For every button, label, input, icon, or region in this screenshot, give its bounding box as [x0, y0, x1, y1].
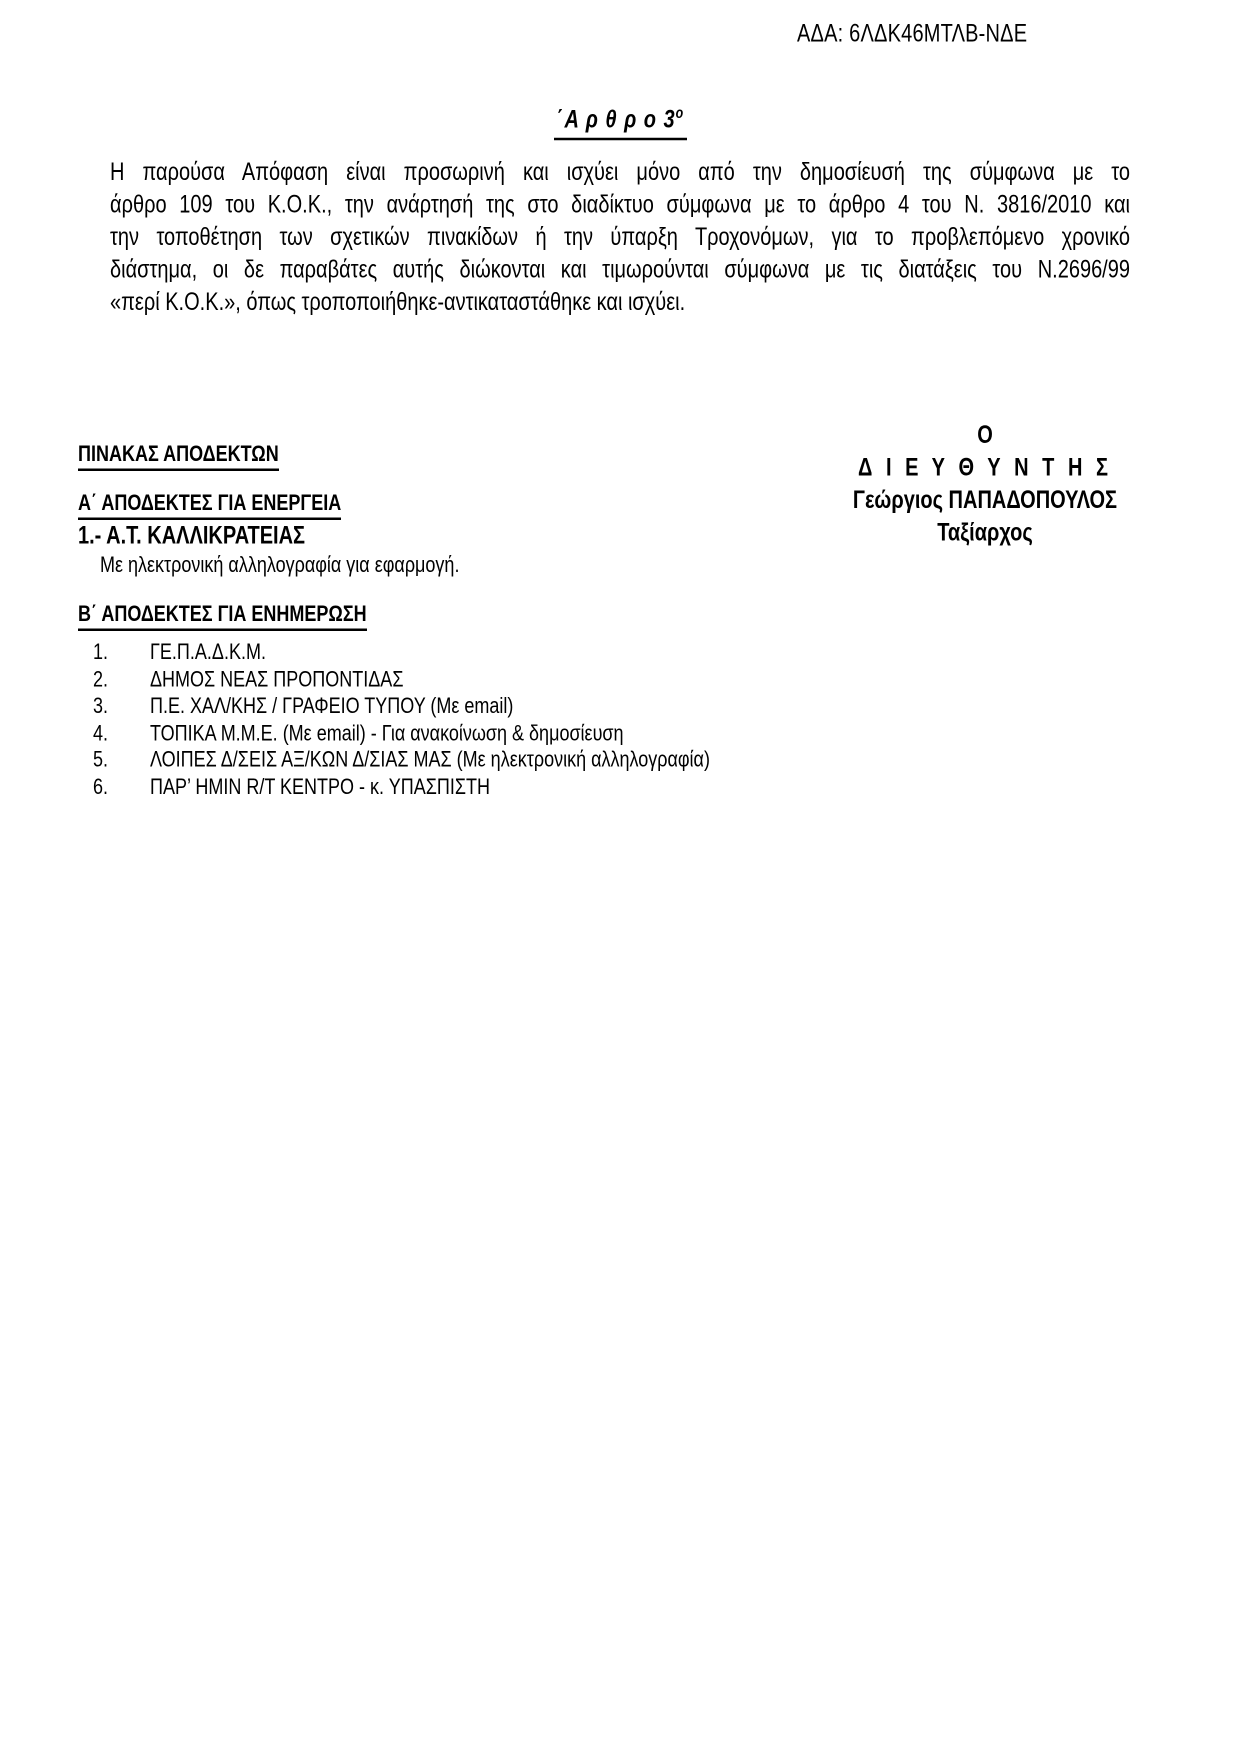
list-item-text: ΛΟΙΠΕΣ Δ/ΣΕΙΣ ΑΞ/ΚΩΝ Δ/ΣΙΑΣ ΜΑΣ (Με ηλεκτρονική αλληλογραφία) [150, 746, 710, 772]
list-item-text: ΔΗΜΟΣ ΝΕΑΣ ΠΡΟΠΟΝΤΙΔΑΣ [150, 665, 404, 691]
list-item [93, 639, 993, 666]
article-body-line: άρθρο 109 του Κ.Ο.Κ., την ανάρτησή της στο διαδίκτυο σύμφωνα με το άρθρο 4 του Ν. 3816/2010 και [110, 191, 1130, 219]
section-b-list [93, 639, 993, 801]
list-item-number: 6. [93, 773, 109, 799]
recipients-heading-text: ΠΙΝΑΚΑΣ ΑΠΟΔΕΚΤΩΝ [78, 441, 279, 471]
section-a-note: Με ηλεκτρονική αλληλογραφία για εφαρμογή. [100, 552, 460, 577]
list-item-number: 4. [93, 719, 109, 745]
list-item [93, 666, 993, 693]
signature-name: Γεώργιος ΠΑΠΑΔΟΠΟΥΛΟΣ [852, 486, 1118, 514]
ada-code: ΑΔΑ: 6ΛΔΚ46ΜΤΛΒ-ΝΔΕ [797, 20, 1028, 48]
list-item-number: 1. [93, 639, 109, 664]
article-title-superscript: ο [675, 104, 685, 122]
list-item [93, 774, 993, 801]
article-body-line: διάστημα, οι δε παραβάτες αυτής διώκονται και τιμωρούνται σύμφωνα με τις διατάξεις του Ν.2696/99 [110, 256, 1130, 284]
article-body-line: «περί Κ.Ο.Κ.», όπως τροποποιήθηκε-αντικαταστάθηκε και ισχύει. [110, 288, 686, 316]
list-item-text: ΓΕ.Π.Α.Δ.Κ.Μ. [150, 639, 266, 664]
section-b-heading [78, 601, 367, 631]
list-item-text: ΤΟΠΙΚΑ Μ.Μ.Ε. (Με email) - Για ανακοίνωση & δημοσίευση [150, 719, 624, 745]
list-item-text: Π.Ε. ΧΑΛ/ΚΗΣ / ΓΡΑΦΕΙΟ ΤΥΠΟΥ (Με email) [150, 692, 514, 718]
list-item [93, 747, 993, 774]
recipients-heading [78, 441, 279, 471]
article-title-text [554, 104, 687, 140]
article-body [110, 156, 1130, 319]
article-body-line: την τοποθέτηση των σχετικών πινακίδων ή την ύπαρξη Τροχονόμων, για το προβλεπόμενο χρονικό [110, 223, 1130, 251]
article-body-line: Η παρούσα Απόφαση είναι προσωρινή και ισχύει μόνο από την δημοσίευσή της σύμφωνα με το [110, 158, 1130, 186]
list-item [93, 693, 993, 720]
list-item [93, 720, 993, 747]
list-item-number: 2. [93, 665, 109, 691]
article-title [0, 104, 1241, 140]
signature-article: Ο [977, 421, 993, 449]
signature-rank: Ταξίαρχος [937, 519, 1033, 547]
article-title-label: ΄Α ρ θ ρ ο 3 [556, 106, 676, 134]
section-b-heading-text: Β΄ ΑΠΟΔΕΚΤΕΣ ΓΙΑ ΕΝΗΜΕΡΩΣΗ [78, 601, 367, 631]
section-a-heading-text: Α΄ ΑΠΟΔΕΚΤΕΣ ΓΙΑ ΕΝΕΡΓΕΙΑ [78, 490, 341, 520]
list-item-number: 3. [93, 692, 109, 718]
section-a-heading [78, 490, 341, 520]
signature-title: Δ Ι Ε Υ Θ Υ Ν Τ Η Σ [858, 454, 1112, 482]
section-a-item: 1.- Α.Τ. ΚΑΛΛΙΚΡΑΤΕΙΑΣ [78, 522, 306, 550]
signature-block [785, 419, 1185, 549]
list-item-text: ΠΑΡ’ ΗΜΙΝ R/T ΚΕΝΤΡΟ - κ. ΥΠΑΣΠΙΣΤΗ [150, 773, 490, 799]
list-item-number: 5. [93, 746, 109, 772]
